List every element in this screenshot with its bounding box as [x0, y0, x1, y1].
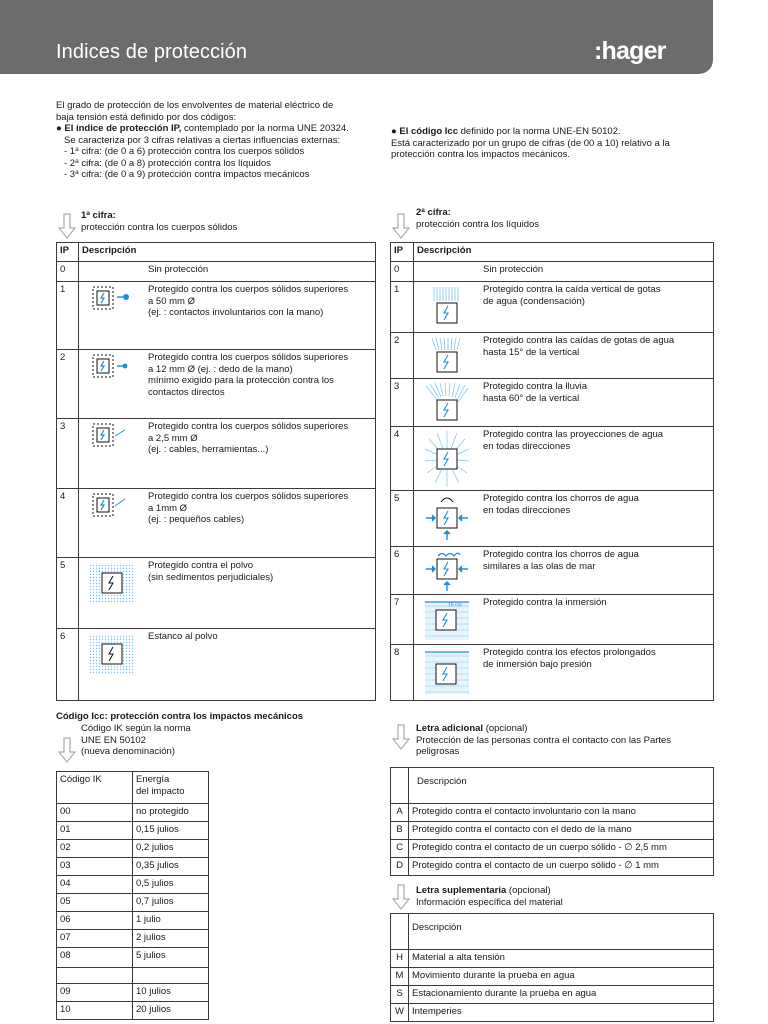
ik-energy: 0,15 julios — [133, 822, 209, 840]
ip-cell: 3 — [57, 419, 79, 489]
down-arrow-icon — [58, 213, 76, 239]
letter-desc: Protegido contra el contacto de un cuerpo sólido - ∅ 1 mm — [409, 858, 714, 876]
ik-line: Está caracterizado por un grupo de cifras (de 00 a 10) relativo a la — [391, 137, 670, 149]
first-digit-table: IP Descripción 0 Sin protección 1 Protegido contra los cuerpos sólidos superiores a 50 mm Ø (ej. : contactos involuntarios con la mano) 2 Protegido contra los cuerpos sólidos superiores a 12 mm Ø (ej. : dedo de la mano) mínimo exigido para la protección contra los contactos directos 3 Protegido contra los cuerpos sólidos superiores a 2,5 mm Ø (ej. : cables, herramientas...) 4 Protegido contra los cuerpos sólidos superiores a 1mm Ø (ej. : pequeños cables) 5 Protegido contra el polvo (sin sedimentos perjudiciales) 6 Estanco al polvo — [56, 242, 376, 701]
ik-energy: 2 julios — [133, 930, 209, 948]
ik-code: 05 — [57, 894, 133, 912]
letter-code: C — [391, 840, 409, 858]
col-desc-header: Descripción — [414, 243, 714, 262]
solid-body-2-5mm-icon — [89, 422, 135, 452]
intro-right — [391, 126, 711, 161]
prolonged-immersion-icon — [424, 648, 470, 696]
ip-bullet: ● El índice de protección IP, contemplado por la norma UNE 20324. — [56, 123, 349, 135]
immersion-icon — [424, 598, 470, 642]
ik-energy: 20 julios — [133, 1002, 209, 1020]
ip-cell: 4 — [57, 489, 79, 558]
col-energy-header: Energía del impacto — [133, 772, 209, 804]
ik-heading: Código Icc: protección contra los impactos mecánicos — [56, 711, 304, 722]
ik-energy — [133, 968, 209, 984]
ip-cell: 2 — [57, 350, 79, 419]
water-jets-icon — [424, 494, 470, 544]
additional-letter-table — [390, 767, 714, 876]
page-header — [0, 0, 713, 74]
col-desc-header: Descripción — [409, 914, 714, 950]
ik-energy: 10 julios — [133, 984, 209, 1002]
ik-code: 10 — [57, 1002, 133, 1020]
ip-cell: 7 — [391, 595, 414, 645]
second-digit-heading: 2$^a$ cifra: protección contra los líquidos — [416, 207, 540, 230]
intro-line: baja tensión está definido por dos códigos: — [56, 111, 237, 123]
ip-cell: 3 — [391, 379, 414, 427]
col-desc-header: Descripción — [79, 243, 376, 262]
digit-line: - 3$^a$ cifra: (de 0 a 9) protección contra impactos mecánicos — [64, 169, 310, 181]
letter-code: W — [391, 1004, 409, 1022]
letter-desc: Protegido contra el contacto involuntario con la mano — [409, 804, 714, 822]
ik-code — [57, 968, 133, 984]
ik-code: 02 — [57, 840, 133, 858]
col-ip-header: IP — [57, 243, 79, 262]
solid-body-50mm-icon — [89, 285, 135, 315]
ip-cell: 6 — [57, 629, 79, 701]
additional-letter-heading: Letra adicional (opcional) Protección de las personas contra el contacto con las Partes peligrosas — [416, 723, 672, 758]
intro-line: El grado de protección de los envolventes de material eléctrico de — [56, 100, 334, 111]
brand-logo: :hager — [594, 37, 666, 65]
first-digit-heading: 1$^a$ cifra: protección contra los cuerpos sólidos — [81, 210, 238, 233]
ik-energy: 1 julio — [133, 912, 209, 930]
ik-bullet: ● El código Icc definido por la norma UNE-EN 50102. — [391, 126, 621, 137]
letter-desc: Movimiento durante la prueba en agua — [409, 968, 714, 986]
ik-energy: 0,2 julios — [133, 840, 209, 858]
col-code-header: Código IK — [57, 772, 133, 804]
ip-cell: 1 — [57, 282, 79, 350]
ik-code: 03 — [57, 858, 133, 876]
down-arrow-icon — [58, 737, 76, 763]
ik-energy: 0,7 julios — [133, 894, 209, 912]
letter-code: B — [391, 822, 409, 840]
letter-code: D — [391, 858, 409, 876]
letter-desc: Estacionamiento durante la prueba en agua — [409, 986, 714, 1004]
ip-cell: 6 — [391, 547, 414, 595]
letter-code: H — [391, 950, 409, 968]
vertical-drops-icon — [424, 285, 470, 329]
dust-tight-icon — [89, 632, 135, 676]
digit-line: - 2$^a$ cifra: (de 0 a 8) protección contra los líquidos — [64, 157, 271, 169]
letter-desc: Intemperies — [409, 1004, 714, 1022]
solid-body-12mm-icon — [89, 353, 135, 383]
splashing-water-icon — [424, 430, 470, 488]
down-arrow-icon — [392, 213, 410, 239]
ip-cell: 2 — [391, 333, 414, 379]
ip-sub: Se caracteriza por 3 cifras relativas a ciertas influencias externas: — [64, 134, 341, 146]
ik-code: 08 — [57, 948, 133, 968]
supplementary-letter-table — [390, 913, 714, 1022]
ik-energy: no protegido — [133, 804, 209, 822]
supplementary-letter-heading: Letra suplementaria (opcional) Información específica del material — [416, 885, 563, 908]
ip-cell: 8 — [391, 645, 414, 701]
letter-code: M — [391, 968, 409, 986]
rain-60-degrees-icon — [424, 382, 470, 424]
digit-line: - 1$^a$ cifra: (de 0 a 6) protección contra los cuerpos sólidos — [64, 146, 305, 158]
ik-code: 04 — [57, 876, 133, 894]
dust-protected-icon — [89, 561, 135, 605]
ik-subheading: Código IK según la norma UNE EN 50102 (nueva denominación) — [81, 723, 191, 758]
letter-code: A — [391, 804, 409, 822]
drops-15-degrees-icon — [424, 336, 470, 376]
ip-cell: 0 — [391, 262, 414, 282]
letter-desc: Material a alta tensión — [409, 950, 714, 968]
ik-energy: 0,35 julios — [133, 858, 209, 876]
svg-text:15 cm: 15 cm — [448, 602, 462, 609]
ik-code: 06 — [57, 912, 133, 930]
letter-code: S — [391, 986, 409, 1004]
ik-code: 01 — [57, 822, 133, 840]
ik-code: 00 — [57, 804, 133, 822]
ip-cell: 1 — [391, 282, 414, 333]
ik-code: 07 — [57, 930, 133, 948]
ik-line: protección contra los impactos mecánicos. — [391, 149, 570, 161]
heavy-seas-icon — [424, 550, 470, 594]
letter-desc: Protegido contra el contacto con el dedo de la mano — [409, 822, 714, 840]
second-digit-table: IP Descripción 0 Sin protección 1 Protegido contra la caída vertical de gotas de agua (condensación) 2 Protegido contra las caídas de gotas de agua hasta 15° de la vertical 3 Protegido contra la lluvia hasta 60° de la vertical 4 Protegido contra las proyecciones de agua en todas direcciones 5 Protegido contra los chorros de agua en todas direcciones 6 Protegido contra los chorros de agua similares a las olas de mar 7 15 cm Protegido contra la inmersión 8 Protegido contra los efectos prolongados de inmersión bajo presión — [390, 242, 714, 701]
col-ip-header: IP — [391, 243, 414, 262]
intro-left — [56, 100, 386, 181]
down-arrow-icon — [392, 884, 410, 910]
solid-body-1mm-icon — [89, 492, 135, 522]
col-desc-header: Descripción — [409, 768, 714, 804]
ip-cell: 0 — [57, 262, 79, 282]
ip-cell: 5 — [391, 491, 414, 547]
ip-cell: 5 — [57, 558, 79, 629]
page-title: Indices de protección — [56, 41, 248, 63]
down-arrow-icon — [392, 724, 410, 750]
ik-table — [56, 771, 209, 1020]
ik-code: 09 — [57, 984, 133, 1002]
ik-energy: 5 julios — [133, 948, 209, 968]
ik-energy: 0,5 julios — [133, 876, 209, 894]
letter-desc: Protegido contra el contacto de un cuerpo sólido - ∅ 2,5 mm — [409, 840, 714, 858]
ip-cell: 4 — [391, 427, 414, 491]
